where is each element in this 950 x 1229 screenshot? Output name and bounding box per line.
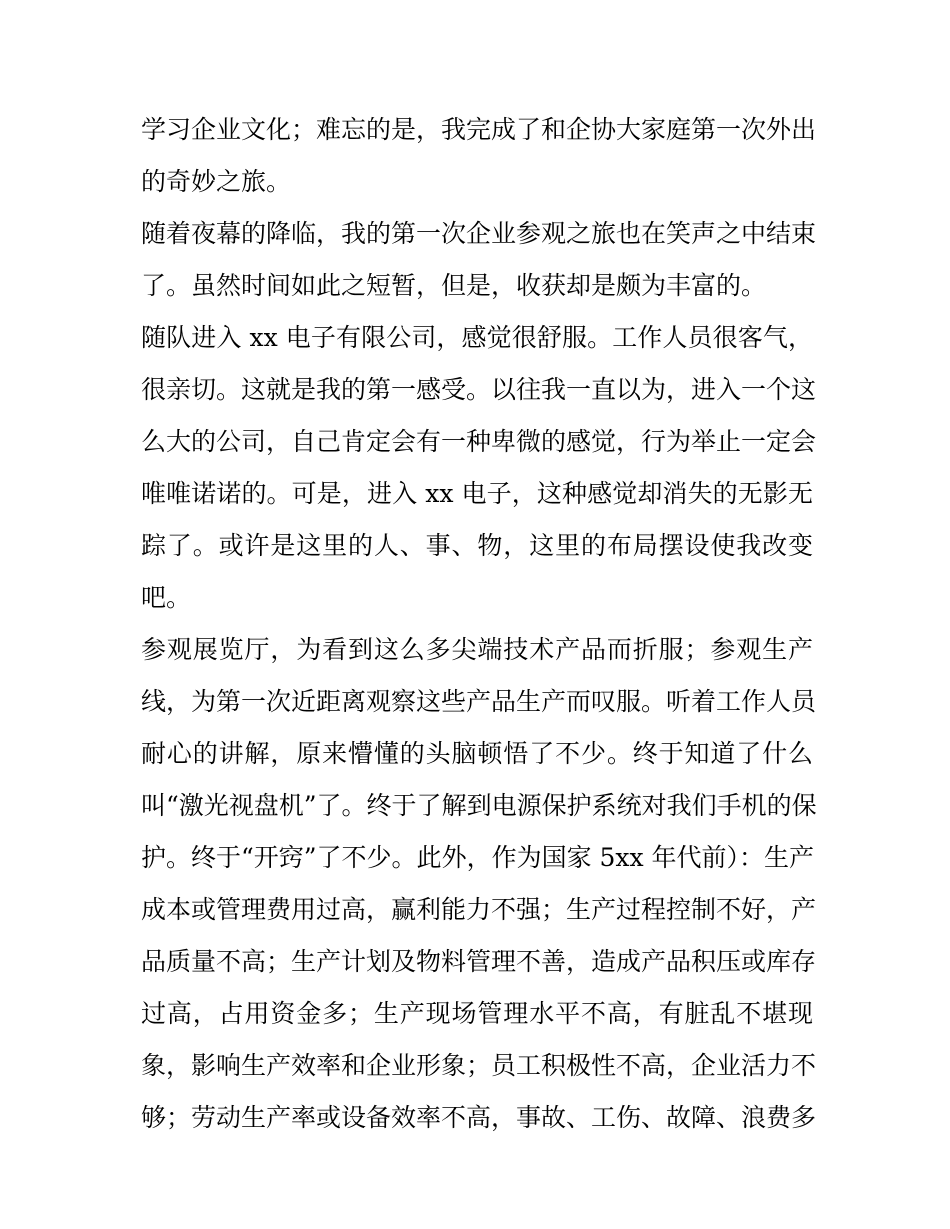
text-line: 过高，占用资金多；生产现场管理水平不高，有脏乱不堪现 bbox=[141, 999, 813, 1028]
text-line: 的奇妙之旅。 bbox=[141, 167, 292, 196]
text-line: 踪了。或许是这里的人、事、物，这里的布局摆设使我改变 bbox=[141, 531, 813, 560]
text-line: 吧。 bbox=[141, 583, 192, 612]
text-line: 随队进入 xx 电子有限公司，感觉很舒服。工作人员很客气， bbox=[141, 323, 813, 352]
text-line: 象，影响生产效率和企业形象；员工积极性不高，企业活力不 bbox=[141, 1051, 817, 1080]
text-line: 耐心的讲解，原来懵懂的头脑顿悟了不少。终于知道了什么 bbox=[141, 739, 813, 768]
text-line: 么大的公司，自己肯定会有一种卑微的感觉，行为举止一定会 bbox=[141, 427, 817, 456]
text-line: 成本或管理费用过高，赢利能力不强；生产过程控制不好，产 bbox=[141, 895, 817, 924]
text-line: 品质量不高；生产计划及物料管理不善，造成产品积压或库存 bbox=[141, 947, 817, 976]
document-body bbox=[141, 104, 817, 1144]
text-line: 随着夜幕的降临，我的第一次企业参观之旅也在笑声之中结束 bbox=[141, 219, 817, 248]
text-line: 叫“激光视盘机”了。终于了解到电源保护系统对我们手机的保 bbox=[141, 791, 817, 820]
text-line: 参观展览厅，为看到这么多尖端技术产品而折服；参观生产 bbox=[141, 635, 813, 664]
text-line: 唯唯诺诺的。可是，进入 xx 电子，这种感觉却消失的无影无 bbox=[141, 479, 813, 508]
text-line: 学习企业文化；难忘的是，我完成了和企协大家庭第一次外出 bbox=[141, 115, 817, 144]
text-line: 了。虽然时间如此之短暂，但是，收获却是颇为丰富的。 bbox=[141, 271, 767, 300]
text-line: 很亲切。这就是我的第一感受。以往我一直以为，进入一个这 bbox=[141, 375, 817, 404]
text-line: 线，为第一次近距离观察这些产品生产而叹服。听着工作人员 bbox=[141, 687, 817, 716]
text-line: 够；劳动生产率或设备效率不高，事故、工伤、故障、浪费多 bbox=[141, 1103, 817, 1132]
text-line: 护。终于“开窍”了不少。此外，作为国家 5xx 年代前）：生产 bbox=[141, 843, 815, 872]
